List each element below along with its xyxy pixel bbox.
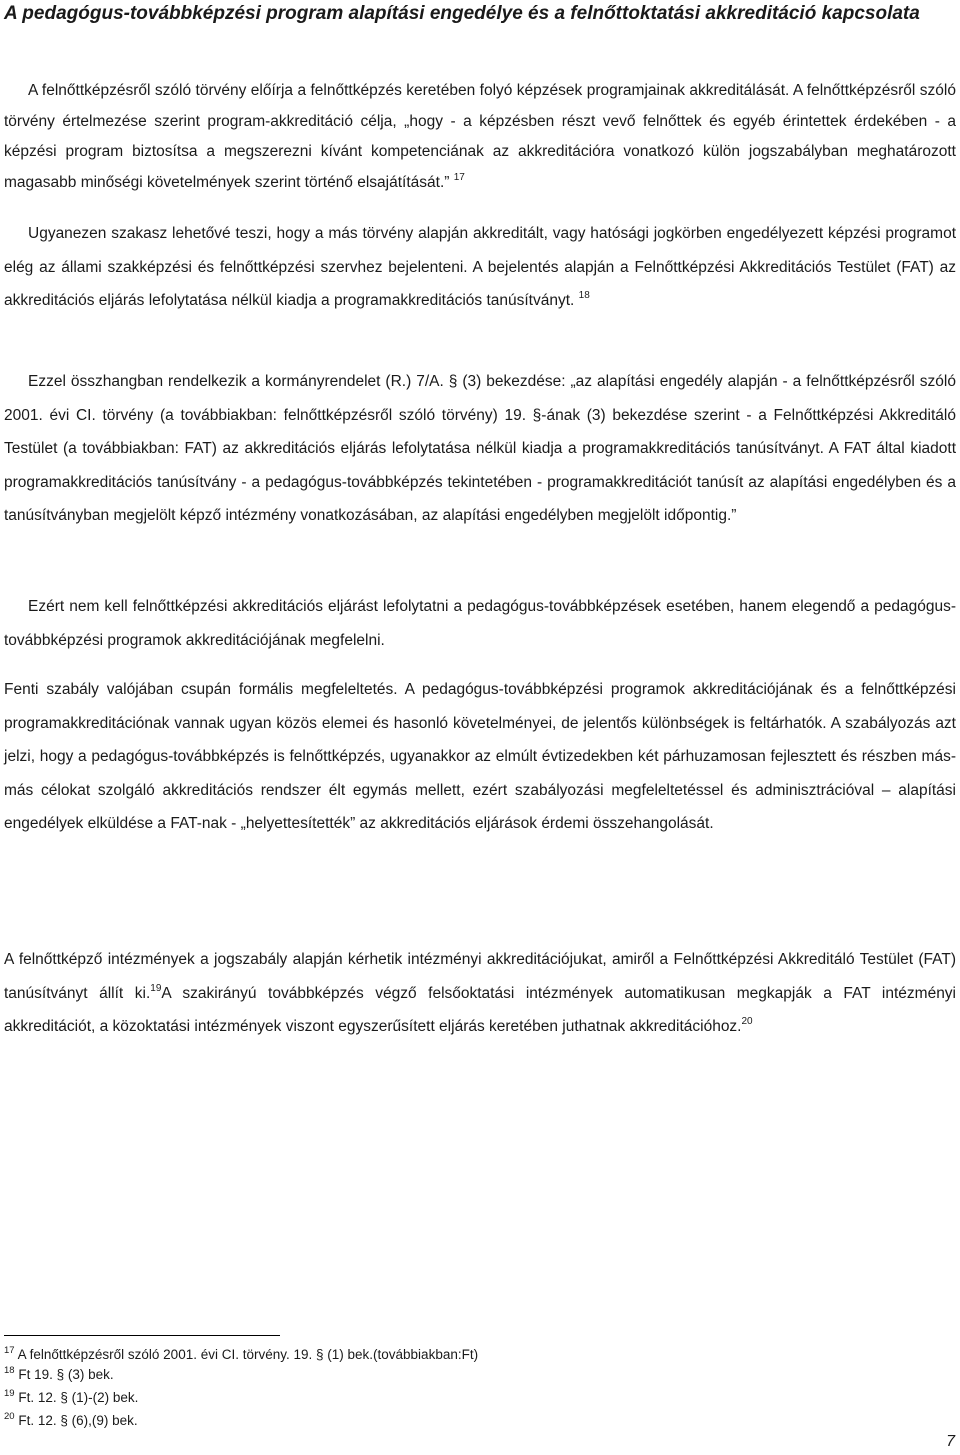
paragraph-same-section (4, 217, 956, 318)
paragraph-formal-alignment (4, 673, 956, 841)
paragraph-text: Fenti szabály valójában csupán formális megfeleltetés. A pedagógus-továbbképzési programok akkreditációjának és a felnőttképzési programakkreditációnak vannak ugyan közös elemei és hasonló követelményei, de jelentős különbségek is feltárhatók. A szabályozás azt jelzi, hogy a pedagógus-továbbképzés is felnőttképzés, ugyanakkor az elmúlt évtizedekben két párhuzamosan fejlesztett és részben más-más célokat szolgáló akkreditációs rendszer élt egymás mellett, ezért szabályozási megfeleltetéssel és adminisztrációval – alapítási engedélyek elküldése a FAT-nak - „helyettesítették” az akkreditációs eljárások érdemi összehangolását. (4, 681, 956, 833)
paragraph-program-accreditation (4, 76, 956, 198)
footnote-separator (4, 1335, 280, 1336)
page-number: 7 (946, 1433, 955, 1450)
footnote-19: $^{19}$ Ft. 12. § (1)-(2) bek. (4, 1388, 139, 1405)
paragraph-government-decree (4, 365, 956, 533)
section-heading: A pedagógus-továbbképzési program alapítási engedélye és a felnőttoktatási akkreditáció kapcsolata (4, 3, 920, 24)
footnote-ref-19: 19 (150, 982, 162, 994)
paragraph-text: A felnőttképzésről szóló törvény előírja a felnőttképzés keretében folyó képzések programjainak akkreditálását. A felnőttképzésről szóló törvény értelmezése szerint program-akkreditáció célja, „hogy - a képzésben részt vevő felnőttek és egyéb érintettek érdekében - a képzési program biztosítsa a megszerezni kívánt kompetenciának az akkreditációra vonatkozó külön jogszabályban meghatározott magasabb minőségi követelmények szerint történő elsajátítását.” (4, 82, 956, 191)
paragraph-institution-accreditation (4, 943, 956, 1044)
paragraph-text: A szakirányú továbbképzés végző felsőoktatási intézmények automatikusan megkapják a FAT intézményi akkreditációt, a közoktatási intézmények viszont egyszerűsített eljárás keretében juthatnak akkreditációhoz. (4, 984, 957, 1036)
paragraph-text: A felnőttképző intézmények a jogszabály alapján kérhetik intézményi akkreditációjukat, amiről a Felnőttképzési Akkreditáló Testület (FAT) tanúsítványt állít ki. (4, 951, 956, 1002)
footnote-ref-18: 18 (578, 290, 590, 302)
paragraph-therefore (4, 590, 956, 657)
footnote-ref-20: 20 (741, 1016, 753, 1028)
paragraph-text: Ugyanezen szakasz lehetővé teszi, hogy a más törvény alapján akkreditált, vagy hatósági jogkörben engedélyezett képzési programot elég az állami szakképzési és felnőttképzési szervhez bejelenteni. A bejelentés alapján a Felnőttképzési Akkreditációs Testület (FAT) az akkreditációs eljárás lefolytatása nélkül kiadja a programakkreditációs tanúsítványt. (4, 225, 956, 310)
footnote-ref-17: 17 (453, 171, 465, 183)
paragraph-text: Ezért nem kell felnőttképzési akkreditációs eljárást lefolytatni a pedagógus-továbbképzések esetében, hanem elegendő a pedagógus-továbbképzési programok akkreditációjának megfelelni. (4, 598, 956, 649)
footnote-20: $^{20}$ Ft. 12. § (6),(9) bek. (4, 1411, 138, 1428)
paragraph-text: Ezzel összhangban rendelkezik a kormányrendelet (R.) 7/A. § (3) bekezdése: „az alapítási engedély alapján - a felnőttképzésről szóló 2001. évi CI. törvény (a továbbiakban: felnőttképzésről szóló törvény) 19. §-ának (3) bekezdése szerint - a Felnőttképzési Akkreditáló Testület (a továbbiakban: FAT) az akkreditációs eljárás lefolytatása nélkül kiadja a programakkreditációs tanúsítványt. A FAT által kiadott programakkreditációs tanúsítvány - a pedagógus-továbbképzés tekintetében - programakkreditációt tanúsít az alapítási engedélyben és a tanúsítványban megjelölt képző intézmény vonatkozásában, az alapítási engedélyben megjelölt időpontig.” (4, 373, 956, 525)
footnote-17: $^{17}$ A felnőttképzésről szóló 2001. évi CI. törvény. 19. § (1) bek.(továbbiakban:Ft) (4, 1345, 479, 1362)
footnote-18: $^{18}$ Ft 19. § (3) bek. (4, 1365, 114, 1382)
